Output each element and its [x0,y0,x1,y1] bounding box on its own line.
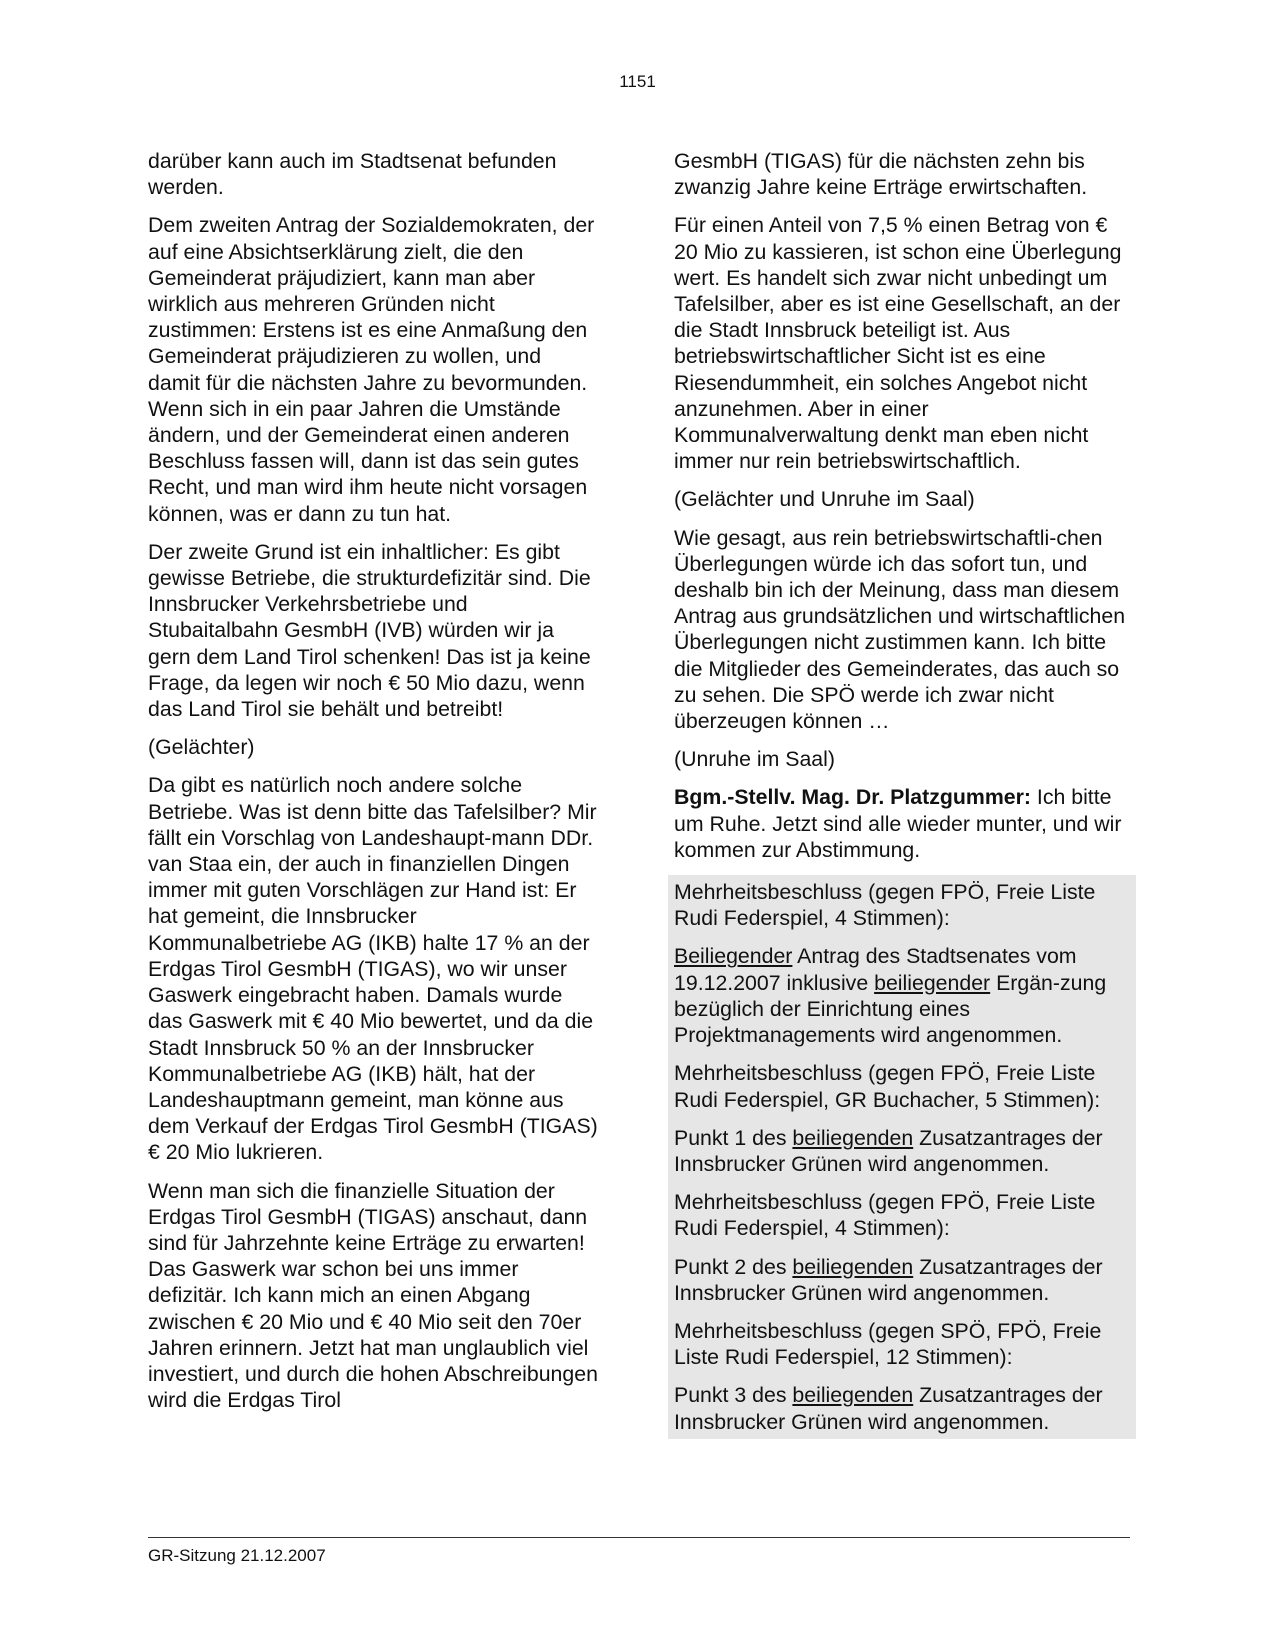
paragraph: Dem zweiten Antrag der Sozialdemokraten, der auf eine Absichtserklärung zielt, die den Gemeinderat präjudiziert, kann man aber wirklich aus mehreren Gründen nicht zustimmen: Erstens ist es eine Anmaßung den Gemeinderat präjudizieren zu wollen, und damit für die nächsten Jahre zu bevormunden. Wenn sich in ein paar Jahren die Umstände ändern, und der Gemeinderat einen anderen Beschluss fassen will, dann ist das sein gutes Recht, und man wird ihm heute nicht vorsagen können, was er dann zu tun hat. [148,213,595,526]
paragraph: Für einen Anteil von 7,5 % einen Betrag von € 20 Mio zu kassieren, ist schon eine Überlegung wert. Es handelt sich zwar nicht unbedingt um Tafelsilber, aber es ist eine Gesellschaft, an der die Stadt Innsbruck beteiligt ist. Aus betriebswirtschaftlicher Sicht ist es eine Riesendummheit, ein solches Angebot nicht anzunehmen. Aber in einer Kommunalverwaltung denkt man eben nicht immer nur rein betriebswirtschaftlich. [674,213,1122,474]
speaker-paragraph [674,784,1130,863]
stage-direction: (Gelächter und Unruhe im Saal) [674,487,975,512]
speaker-name: Bgm.-Stellv. Mag. Dr. Platzgummer: [674,785,1031,810]
speaker-text: Ich bitte um Ruhe. Jetzt sind alle wieder munter, und wir kommen zur Abstimmung. [674,785,1122,862]
resolution: Punkt 3 des beiliegenden Zusatzantrages der Innsbrucker Grünen wird angenommen. [674,1383,1103,1434]
vote-result: Mehrheitsbeschluss (gegen FPÖ, Freie Liste Rudi Federspiel, 4 Stimmen): [674,1190,1096,1241]
paragraph: darüber kann auch im Stadtsenat befunden werden. [148,149,557,200]
stage-direction: (Unruhe im Saal) [674,747,835,772]
vote-result: Mehrheitsbeschluss (gegen FPÖ, Freie Liste Rudi Federspiel, 4 Stimmen): [674,880,1096,931]
right-column [674,148,1130,1439]
paragraph: Der zweite Grund ist ein inhaltlicher: Es gibt gewisse Betriebe, die strukturdefizitär sind. Die Innsbrucker Verkehrsbetriebe und Stubaitalbahn GesmbH (IVB) würden wir ja gern dem Land Tirol schenken! Das ist ja keine Frage, da legen wir noch € 50 Mio dazu, wenn das Land Tirol sie behält und betreibt! [148,539,591,722]
vote-result: Mehrheitsbeschluss (gegen SPÖ, FPÖ, Freie Liste Rudi Federspiel, 12 Stimmen): [674,1318,1102,1370]
resolution: Punkt 1 des beiliegenden Zusatzantrages der Innsbrucker Grünen wird angenommen. [674,1125,1103,1176]
paragraph: Wenn man sich die finanzielle Situation der Erdgas Tirol GesmbH (TIGAS) anschaut, dann sind für Jahrzehnte keine Erträge zu erwarten! Das Gaswerk war schon bei uns immer defizitär. Ich kann mich an einen Abgang zwischen € 20 Mio und € 40 Mio seit den 70er Jahren erinnern. Jetzt hat man unglaublich viel investiert, und durch die hohen Abschreibungen wird die Erdgas Tirol [148,1178,598,1413]
paragraph: Wie gesagt, aus rein betriebswirtschaftli-chen Überlegungen würde ich das sofort tun, und deshalb bin ich der Meinung, dass man diesem Antrag aus grundsätzlichen und wirtschaftlichen Überlegungen nicht zustimmen kann. Ich bitte die Mitglieder des Gemeinderates, das auch so zu sehen. Die SPÖ werde ich zwar nicht überzeugen können … [674,525,1126,734]
resolution: Beiliegender Antrag des Stadtsenates vom 19.12.2007 inklusive beiliegender Ergän-zung bezüglich der Einrichtung eines Projektmanagements wird angenommen. [674,944,1107,1048]
left-column [148,148,598,1425]
vote-result: Mehrheitsbeschluss (gegen FPÖ, Freie Liste Rudi Federspiel, GR Buchacher, 5 Stimmen): [674,1061,1101,1112]
resolution: Punkt 2 des beiliegenden Zusatzantrages der Innsbrucker Grünen wird angenommen. [674,1254,1103,1305]
stage-direction: (Gelächter) [148,735,255,760]
page-number: 1151 [619,72,656,91]
voting-results-box [668,875,1136,1439]
footer-divider [148,1537,1130,1538]
paragraph: Da gibt es natürlich noch andere solche Betriebe. Was ist denn bitte das Tafelsilber? Mir fällt ein Vorschlag von Landeshaupt-mann DDr. van Staa ein, der auch in finanziellen Dingen immer mit guten Vorschlägen zur Hand ist: Er hat gemeint, die Innsbrucker Kommunalbetriebe AG (IKB) halte 17 % an der Erdgas Tirol GesmbH (TIGAS), wo wir unser Gaswerk eingebracht haben. Damals wurde das Gaswerk mit € 40 Mio bewertet, und da die Stadt Innsbruck 50 % an der Innsbrucker Kommunalbetriebe AG (IKB) hält, hat der Landeshauptmann gemeint, man könne aus dem Verkauf der Erdgas Tirol GesmbH (TIGAS) € 20 Mio lukrieren. [148,773,598,1165]
paragraph: GesmbH (TIGAS) für die nächsten zehn bis zwanzig Jahre keine Erträge erwirtschaften. [674,149,1088,200]
footer-text: GR-Sitzung 21.12.2007 [148,1546,326,1565]
